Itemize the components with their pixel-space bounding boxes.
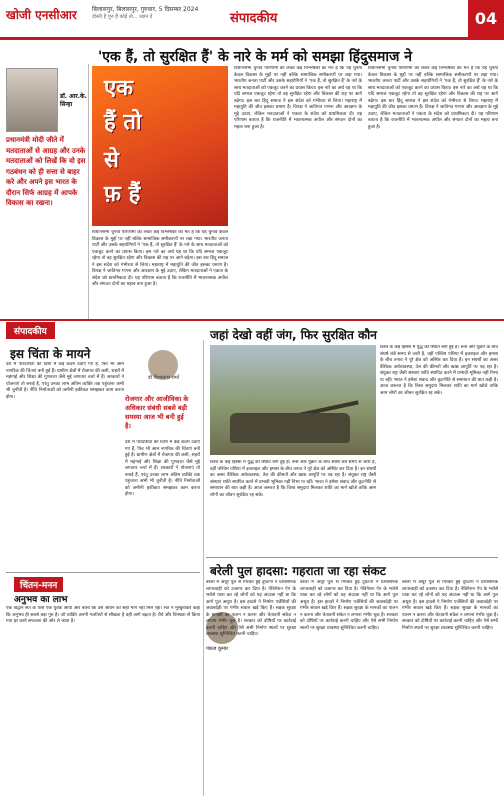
bareilly-body-col2: बरेली में अधूरे पुल से गिरकर हुई दुर्घटना ने प्रशासनिक लापरवाही को उजागर कर दिया है। नेविगेशन ऐप के भरोसे यात्रा कर रहे लोगों को यह अंदाजा नहीं था कि आगे पुल अधूरा है। इस हादसे ने निर्माण एजेंसियों की जवाबदेही पर गंभीर सवाल खड़े किए हैं। सड़क सुरक्षा के मानकों का पालन न करना और चेतावनी संकेत न लगाना गंभीर चूक है। सरकार को दोषियों पर कार्रवाई करनी चाहिए और ऐसे सभी निर्माण स्थलों पर सुरक्षा व्यवस्था सुनिश्चित करनी चाहिए। <box>300 580 398 631</box>
lead-image <box>92 66 228 226</box>
image-text-3: से <box>104 148 119 173</box>
tank-body <box>230 413 350 443</box>
chintan-body: एक विद्वान संत के पास एक युवक आया और बोला कि उसे जीवन का सही मार्ग नहीं मिल रहा। संत ने मुस्कुराकर कहा कि अनुभव ही सबसे बड़ा गुरु है। जो व्यक्ति अपनी गलतियों से सीखता है वही आगे बढ़ता है। धैर्य और विनम्रता से किया गया हर कार्य सफलता की ओर ले जाता है। <box>6 606 200 625</box>
bareilly-author: पंकज कुमार <box>206 646 229 652</box>
tagline: दोस्ती है गुरु हैं कोई तो... ध्यान दे <box>92 14 153 20</box>
war-body-col2: विश्व के कई हिस्सों में युद्ध की स्थिति बनी हुई है। रूस और यूक्रेन के बीच संघर्ष लंबे समय से जारी है, वहीं पश्चिम एशिया में इजराइल और हमास के बीच तनाव ने पूरे क्षेत्र को अस्थिर कर दिया है। इन संघर्षों का असर वैश्विक अर्थव्यवस्था, तेल की कीमतों और खाद्य आपूर्ति पर पड़ रहा है। संयुक्त राष्ट्र जैसी संस्थाएं शांति स्थापित करने में प्रभावी भूमिका नहीं निभा पा रहीं। भारत ने हमेशा संवाद और कूटनीति से समाधान की बात कही है। आज जरूरत है कि विश्व समुदाय मिलकर शांति का मार्ग खोजे ताकि आम लोगों का जीवन सुरक्षित रह सके। <box>210 460 376 498</box>
author-photo <box>6 68 58 132</box>
divider <box>206 557 498 558</box>
pull-quote: प्रधानमंत्री मोदी जीते में मतदाताओं से आग्रह और उनके मतदाताओं को लिखें कि वो इस गठबंधन को ही सत्ता से बाहर करे और अपने इस भारत के दौरान सिर्फ आग्रह में आपके विकास का रखना। <box>6 136 86 207</box>
editorial-body-col1: देश में पारदर्शिता की दिशा में कई कदम उठाए गए हैं, फिर भी आम नागरिक की चिंताएं बनी हुई हैं। ग्रामीण क्षेत्रों में रोजगार की कमी, शहरों में महंगाई और शिक्षा की गुणवत्ता जैसे मुद्दे लगातार चर्चा में हैं। सरकारों ने योजनाएं तो बनाई हैं, परंतु उनका लाभ अंतिम व्यक्ति तक पहुंचाना अभी भी चुनौती है। नीति निर्माताओं को जमीनी हकीकत समझकर काम करना होगा। <box>6 362 124 400</box>
section-divider <box>0 319 504 321</box>
masthead <box>0 0 504 40</box>
war-headline: जहां देखो वहीं जंग, फिर सुरक्षित कौन <box>210 328 377 342</box>
page-number: 04 <box>468 0 504 37</box>
divider <box>6 572 200 573</box>
lead-body-col3: विधानसभा चुनाव परिणामों को लेकर कई विश्लेषकों का मत है कि यह चुनाव केवल विकास के मुद्दों पर नहीं बल्कि सामाजिक समीकरणों पर लड़ा गया। भारतीय जनता पार्टी और उसके सहयोगियों ने 'एक हैं, तो सुरक्षित हैं' के नारे के साथ मतदाताओं को एकजुट करने का प्रयास किया। इस नारे का अर्थ यह था कि यदि समाज एकजुट रहेगा तो वह सुरक्षित रहेगा और विकास की राह पर आगे बढ़ेगा। इस बार हिंदू समाज ने इस संदेश को गंभीरता से लिया। महाराष्ट्र में महायुति की जीत इसका प्रमाण है। विपक्ष ने जातिगत गणना और आरक्षण के मुद्दे उठाए, लेकिन मतदाताओं ने एकता के संदेश को प्राथमिकता दी। यह परिणाम बताता है कि राजनीति में भावनात्मक अपील और संगठन दोनों का महत्व बना हुआ है। <box>368 66 498 130</box>
image-text-1: एक <box>104 76 134 101</box>
bareilly-body-col1: बरेली में अधूरे पुल से गिरकर हुई दुर्घटना ने प्रशासनिक लापरवाही को उजागर कर दिया है। नेविगेशन ऐप के भरोसे यात्रा कर रहे लोगों को यह अंदाजा नहीं था कि आगे पुल अधूरा है। इस हादसे ने निर्माण एजेंसियों की जवाबदेही पर गंभीर सवाल खड़े किए हैं। सड़क सुरक्षा के मानकों का पालन न करना और चेतावनी संकेत न लगाना गंभीर चूक है। सरकार को दोषियों पर कार्रवाई करनी चाहिए और ऐसे सभी निर्माण स्थलों पर सुरक्षा व्यवस्था सुनिश्चित करनी चाहिए। <box>206 580 296 638</box>
column-divider <box>88 64 89 319</box>
author-name: डॉ. आर.के. सिन्हा <box>60 93 87 108</box>
dateline: बिलासपुर, बिलासपुर, गुरुवार, 5 दिसम्बर 2024 <box>92 6 199 13</box>
image-text-4: फ़ हैं <box>104 182 141 207</box>
editorial-band-label: संपादकीय <box>6 322 55 339</box>
editorial-title: इस चिंता के मायने <box>10 347 91 361</box>
editorial-quote: रोजगार और आजीविका के अधिकार संबंधी सबसे बड़ी समस्या आज भी बनी हुई है। <box>125 395 189 431</box>
newspaper-logo: खोजी एनसीआर <box>6 8 77 22</box>
lead-headline: 'एक हैं, तो सुरक्षित हैं' के नारे के मर्म को समझा हिंदुसमाज ने <box>97 49 413 65</box>
image-text-2: हैं तो <box>104 110 142 135</box>
bareilly-body-col3: बरेली में अधूरे पुल से गिरकर हुई दुर्घटना ने प्रशासनिक लापरवाही को उजागर कर दिया है। नेविगेशन ऐप के भरोसे यात्रा कर रहे लोगों को यह अंदाजा नहीं था कि आगे पुल अधूरा है। इस हादसे ने निर्माण एजेंसियों की जवाबदेही पर गंभीर सवाल खड़े किए हैं। सड़क सुरक्षा के मानकों का पालन न करना और चेतावनी संकेत न लगाना गंभीर चूक है। सरकार को दोषियों पर कार्रवाई करनी चाहिए और ऐसे सभी निर्माण स्थलों पर सुरक्षा व्यवस्था सुनिश्चित करनी चाहिए। <box>402 580 498 631</box>
chintan-label: चिंतन-मनन <box>14 577 63 592</box>
chintan-title: अनुभव का लाभ <box>14 595 68 605</box>
section-heading: संपादकीय <box>230 11 278 26</box>
editorial-author: डॉ विश्वनाथ शर्मा <box>148 375 180 381</box>
column-divider <box>203 340 204 796</box>
lead-body-col2: विधानसभा चुनाव परिणामों को लेकर कई विश्लेषकों का मत है कि यह चुनाव केवल विकास के मुद्दों पर नहीं बल्कि सामाजिक समीकरणों पर लड़ा गया। भारतीय जनता पार्टी और उसके सहयोगियों ने 'एक हैं, तो सुरक्षित हैं' के नारे के साथ मतदाताओं को एकजुट करने का प्रयास किया। इस नारे का अर्थ यह था कि यदि समाज एकजुट रहेगा तो वह सुरक्षित रहेगा और विकास की राह पर आगे बढ़ेगा। इस बार हिंदू समाज ने इस संदेश को गंभीरता से लिया। महाराष्ट्र में महायुति की जीत इसका प्रमाण है। विपक्ष ने जातिगत गणना और आरक्षण के मुद्दे उठाए, लेकिन मतदाताओं ने एकता के संदेश को प्राथमिकता दी। यह परिणाम बताता है कि राजनीति में भावनात्मक अपील और संगठन दोनों का महत्व बना हुआ है। <box>234 66 362 130</box>
editorial-body-col2: देश में पारदर्शिता की दिशा में कई कदम उठाए गए हैं, फिर भी आम नागरिक की चिंताएं बनी हुई हैं। ग्रामीण क्षेत्रों में रोजगार की कमी, शहरों में महंगाई और शिक्षा की गुणवत्ता जैसे मुद्दे लगातार चर्चा में हैं। सरकारों ने योजनाएं तो बनाई हैं, परंतु उनका लाभ अंतिम व्यक्ति तक पहुंचाना अभी भी चुनौती है। नीति निर्माताओं को जमीनी हकीकत समझकर काम करना होगा। <box>125 440 200 498</box>
tank-photo <box>210 345 376 455</box>
lead-body-col1: विधानसभा चुनाव परिणामों को लेकर कई विश्लेषकों का मत है कि यह चुनाव केवल विकास के मुद्दों पर नहीं बल्कि सामाजिक समीकरणों पर लड़ा गया। भारतीय जनता पार्टी और उसके सहयोगियों ने 'एक हैं, तो सुरक्षित हैं' के नारे के साथ मतदाताओं को एकजुट करने का प्रयास किया। इस नारे का अर्थ यह था कि यदि समाज एकजुट रहेगा तो वह सुरक्षित रहेगा और विकास की राह पर आगे बढ़ेगा। इस बार हिंदू समाज ने इस संदेश को गंभीरता से लिया। महाराष्ट्र में महायुति की जीत इसका प्रमाण है। विपक्ष ने जातिगत गणना और आरक्षण के मुद्दे उठाए, लेकिन मतदाताओं ने एकता के संदेश को प्राथमिकता दी। यह परिणाम बताता है कि राजनीति में भावनात्मक अपील और संगठन दोनों का महत्व बना हुआ है। <box>92 230 228 288</box>
war-body-col1: विश्व के कई हिस्सों में युद्ध की स्थिति बनी हुई है। रूस और यूक्रेन के बीच संघर्ष लंबे समय से जारी है, वहीं पश्चिम एशिया में इजराइल और हमास के बीच तनाव ने पूरे क्षेत्र को अस्थिर कर दिया है। इन संघर्षों का असर वैश्विक अर्थव्यवस्था, तेल की कीमतों और खाद्य आपूर्ति पर पड़ रहा है। संयुक्त राष्ट्र जैसी संस्थाएं शांति स्थापित करने में प्रभावी भूमिका नहीं निभा पा रहीं। भारत ने हमेशा संवाद और कूटनीति से समाधान की बात कही है। आज जरूरत है कि विश्व समुदाय मिलकर शांति का मार्ग खोजे ताकि आम लोगों का जीवन सुरक्षित रह सके। <box>380 345 498 396</box>
bareilly-headline: बरेली पुल हादसा: गहराता जा रहा संकट <box>210 564 386 578</box>
